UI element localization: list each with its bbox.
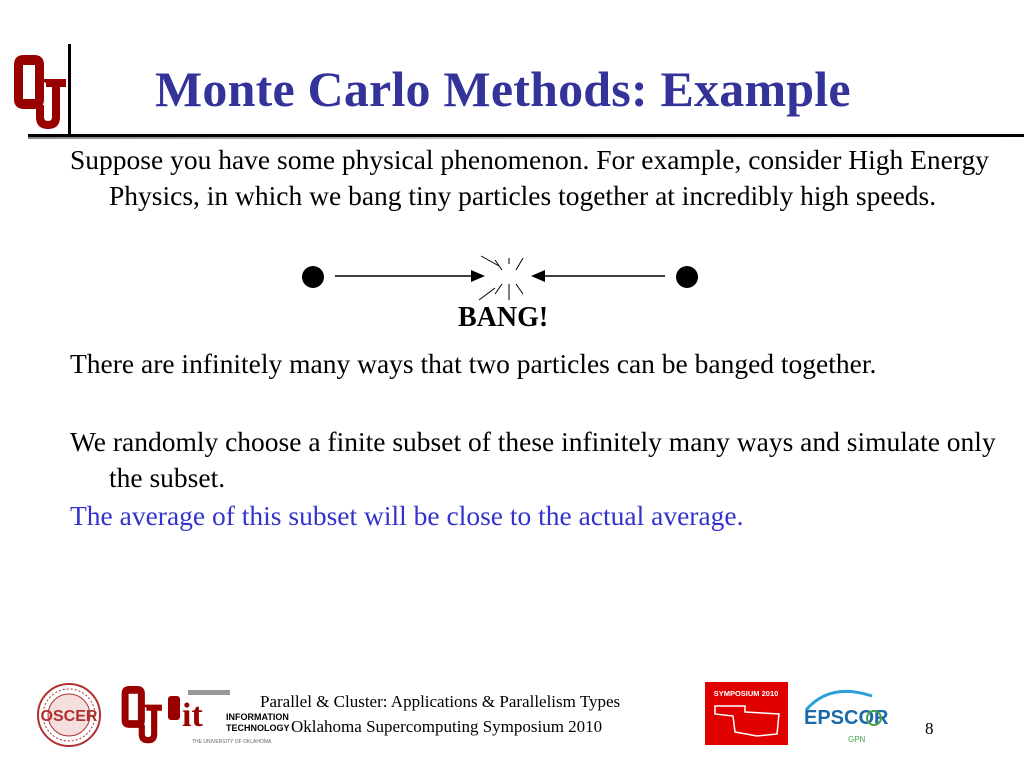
ou-logo: [10, 55, 68, 135]
footer-title-line: Parallel & Cluster: Applications & Parallelism Types: [260, 692, 621, 711]
oklahoma-epscor-logo: [800, 682, 896, 746]
bang-label: BANG!: [458, 302, 549, 333]
svg-text:GPN: GPN: [848, 735, 866, 744]
svg-text:EPSCOR: EPSCOR: [804, 707, 889, 729]
burst-lines: [479, 256, 523, 300]
svg-text:INFORMATION: INFORMATION: [226, 712, 289, 722]
page-number: 8: [925, 719, 934, 738]
svg-text:OSCER: OSCER: [40, 708, 98, 725]
svg-text:THE UNIVERSITY OF OKLAHOMA: THE UNIVERSITY OF OKLAHOMA: [192, 739, 272, 745]
slide-title: Monte Carlo Methods: Example: [155, 61, 851, 117]
svg-text:SYMPOSIUM 2010: SYMPOSIUM 2010: [713, 689, 779, 698]
bullet-paragraph-2: There are infinitely many ways that two particles can be banged together.: [70, 348, 877, 379]
title-vertical-rule: [68, 44, 71, 134]
particle-collision-diagram: [295, 250, 715, 310]
svg-text:it: it: [182, 697, 203, 734]
right-particle: [676, 266, 698, 288]
bullet-paragraph-3: We randomly choose a finite subset of these infinitely many ways and simulate only the subset.: [70, 426, 996, 493]
title-rule-shadow: [28, 137, 1024, 139]
oscer-logo: [24, 682, 114, 748]
footer-event-line: Oklahoma Supercomputing Symposium 2010: [291, 717, 603, 736]
symposium-2010-logo: [705, 682, 788, 745]
right-arrowhead: [531, 270, 545, 282]
bullet-paragraph-1: Suppose you have some physical phenomenon. For example, consider High Energy Physics, in which we bang tiny particles together at incredibly high speeds.: [70, 144, 990, 211]
bullet-paragraph-4: The average of this subset will be close to the actual average.: [70, 500, 744, 531]
left-arrowhead: [471, 270, 485, 282]
svg-text:TECHNOLOGY: TECHNOLOGY: [226, 723, 290, 733]
left-particle: [302, 266, 324, 288]
ou-footer-logo: [117, 686, 165, 748]
